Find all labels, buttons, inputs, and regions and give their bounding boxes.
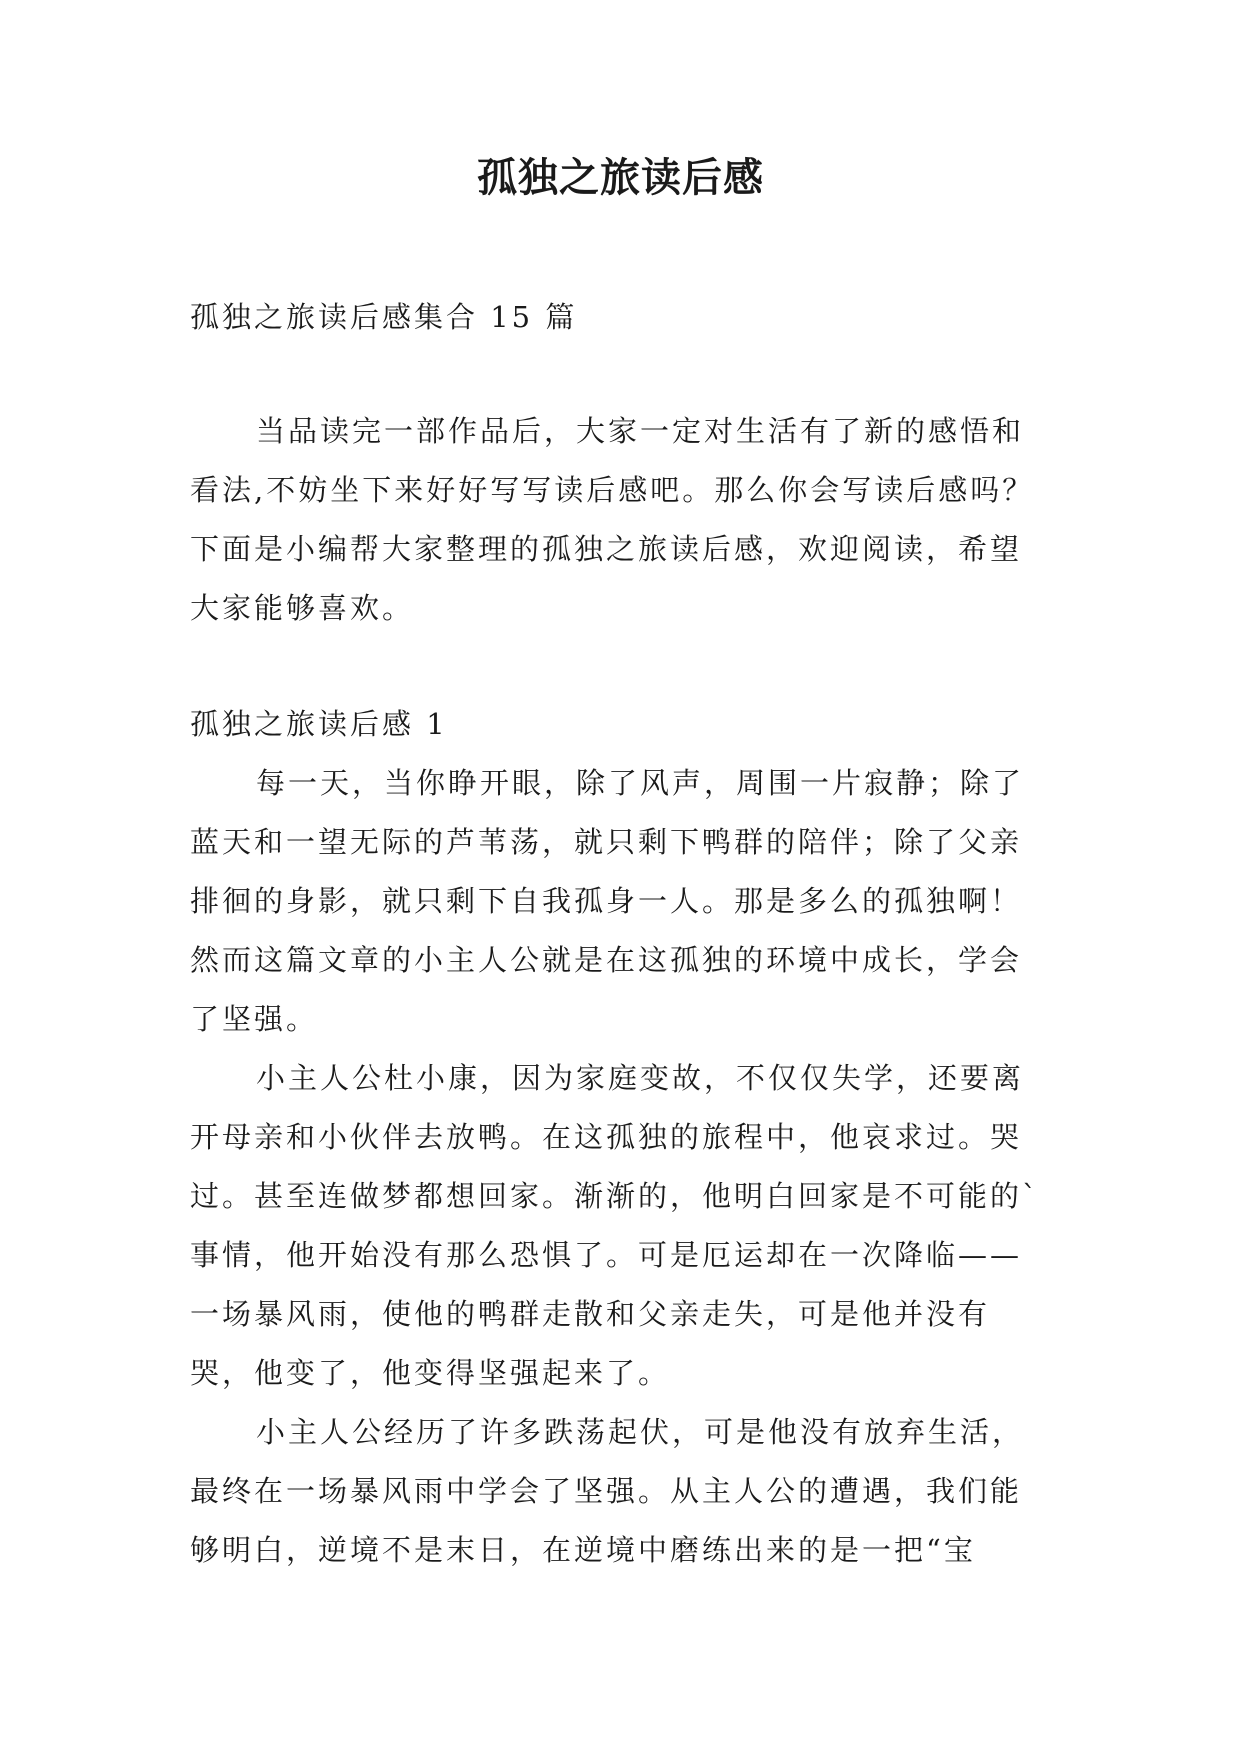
document-title: 孤独之旅读后感 bbox=[477, 154, 764, 201]
intro-paragraph: 当品读完一部作品后，大家一定对生活有了新的感悟和看法,不妨坐下来好好写写读后感吧。那么你会写读后感吗？下面是小编帮大家整理的孤独之旅读后感，欢迎阅读，希望大家能够喜欢。 bbox=[190, 414, 1035, 625]
document-subtitle: 孤独之旅读后感集合 15 篇 bbox=[190, 300, 578, 334]
body-paragraph: 小主人公杜小康，因为家庭变故，不仅仅失学，还要离开母亲和小伙伴去放鸭。在这孤独的旅程中，他哀求过。哭过。甚至连做梦都想回家。渐渐的，他明白回家是不可能的`事情，他开始没有那么恐惧了。可是厄运却在一次降临——一场暴风雨，使他的鸭群走散和父亲走失，可是他并没有哭，他变了，他变得坚强起来了。 bbox=[190, 1061, 1040, 1390]
body-paragraph: 每一天，当你睁开眼，除了风声，周围一片寂静；除了蓝天和一望无际的芦苇荡，就只剩下鸭群的陪伴；除了父亲排徊的身影，就只剩下自我孤身一人。那是多么的孤独啊！然而这篇文章的小主人公就是在这孤独的环境中成长，学会了坚强。 bbox=[190, 766, 1025, 1036]
section-body bbox=[190, 754, 1050, 1580]
section-heading: 孤独之旅读后感 1 bbox=[190, 707, 448, 741]
body-paragraph: 小主人公经历了许多跌荡起伏，可是他没有放弃生活，最终在一场暴风雨中学会了坚强。从主人公的遭遇，我们能够明白，逆境不是末日，在逆境中磨练出来的是一把“宝 bbox=[190, 1415, 1025, 1567]
